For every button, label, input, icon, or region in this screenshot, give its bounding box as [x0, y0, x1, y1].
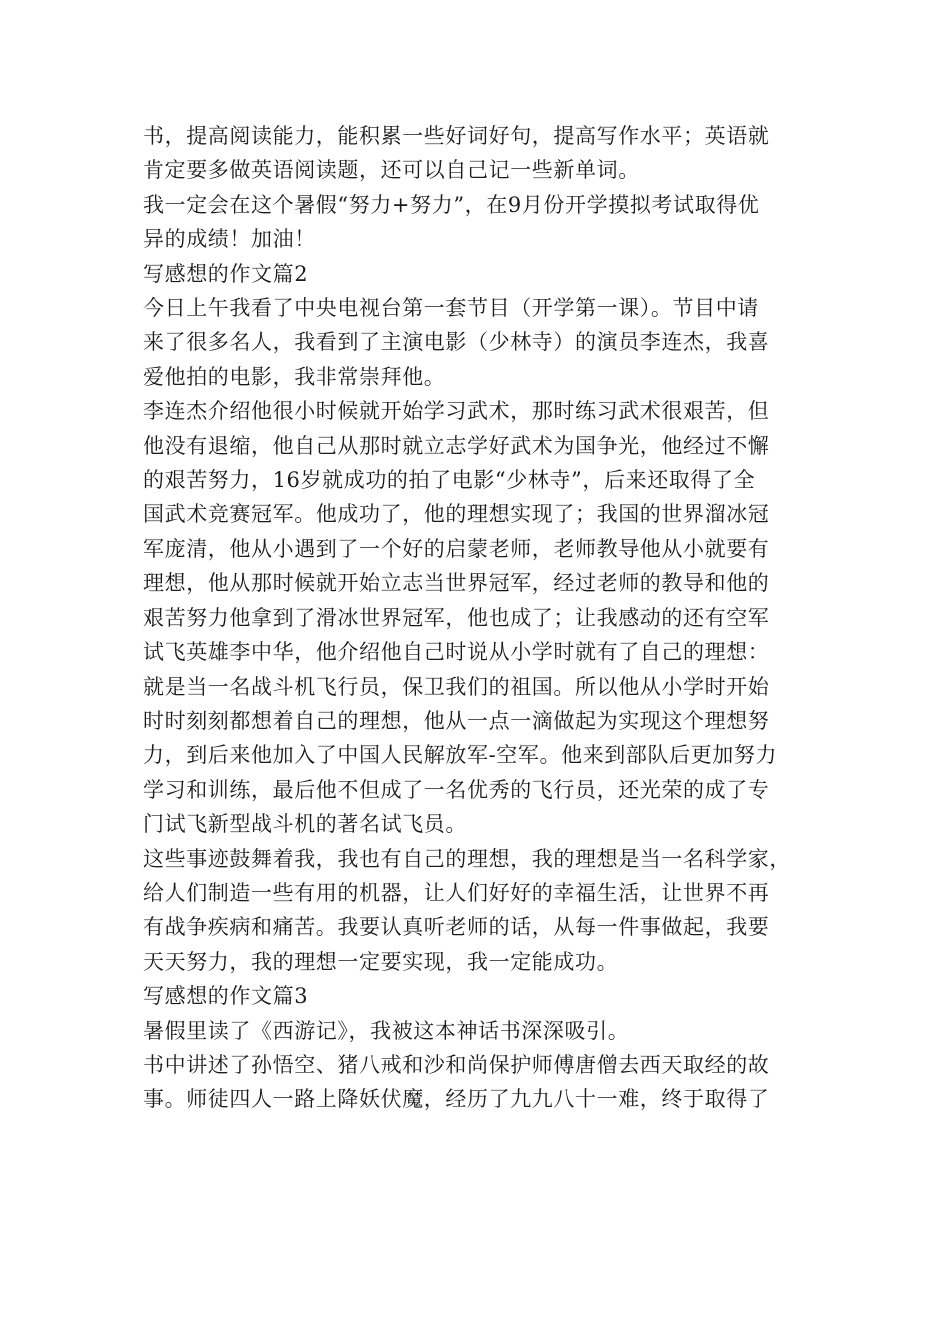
text-line: 天天努力，我的理想一定要实现，我一定能成功。 — [143, 949, 619, 974]
text-line: 书中讲述了孙悟空、猪八戒和沙和尚保护师傅唐僧去西天取经的故 — [143, 1052, 770, 1077]
text-line: 异的成绩！加油！ — [143, 227, 316, 252]
section-heading: 写感想的作文篇2 — [143, 261, 309, 286]
text-line: 给人们制造一些有用的机器，让人们好好的幸福生活，让世界不再 — [143, 880, 770, 905]
text-line: 艰苦努力他拿到了滑冰世界冠军，他也成了；让我感动的还有空军 — [143, 605, 770, 630]
text-line: 他没有退缩，他自己从那时就立志学好武术为国争光，他经过不懈 — [143, 433, 770, 458]
text-line: 来了很多名人，我看到了主演电影（少林寺）的演员李连杰，我喜 — [143, 330, 770, 355]
text-line: 的艰苦努力，16岁就成功的拍了电影“少林寺”，后来还取得了全 — [143, 468, 756, 493]
text-line: 有战争疾病和痛苦。我要认真听老师的话，从每一件事做起，我要 — [143, 915, 770, 940]
text-line: 书，提高阅读能力，能积累一些好词好句，提高写作水平；英语就 — [143, 124, 770, 148]
text-line: 学习和训练，最后他不但成了一名优秀的飞行员，还光荣的成了专 — [143, 777, 770, 802]
text-line: 时时刻刻都想着自己的理想，他从一点一滴做起为实现这个理想努 — [143, 708, 770, 733]
text-line: 今日上午我看了中央电视台第一套节目（开学第一课）。节目中请 — [143, 296, 759, 321]
text-line: 理想，他从那时候就开始立志当世界冠军，经过老师的教导和他的 — [143, 571, 770, 596]
section-heading: 写感想的作文篇3 — [143, 984, 309, 1009]
text-line: 我一定会在这个暑假“努力+努力”，在9月份开学摸拟考试取得优 — [143, 192, 760, 217]
text-line: 肯定要多做英语阅读题，还可以自己记一些新单词。 — [143, 158, 640, 183]
text-line: 事。师徒四人一路上降妖伏魔，经历了九九八十一难，终于取得了 — [143, 1087, 770, 1112]
text-line: 爱他拍的电影，我非常崇拜他。 — [143, 364, 446, 389]
text-line: 国武术竞赛冠军。他成功了，他的理想实现了；我国的世界溜冰冠 — [143, 502, 770, 527]
text-line: 门试飞新型战斗机的著名试飞员。 — [143, 812, 467, 837]
text-line: 力，到后来他加入了中国人民解放军-空军。他来到部队后更加努力 — [143, 743, 778, 768]
text-line: 这些事迹鼓舞着我，我也有自己的理想，我的理想是当一名科学家， — [143, 846, 791, 871]
text-line: 暑假里读了《西游记》，我被这本神话书深深吸引。 — [143, 1018, 630, 1043]
text-line: 李连杰介绍他很小时候就开始学习武术，那时练习武术很艰苦，但 — [143, 399, 770, 424]
text-line: 军庞清，他从小遇到了一个好的启蒙老师，老师教导他从小就要有 — [143, 536, 770, 561]
document-body — [143, 119, 833, 1117]
text-line: 就是当一名战斗机飞行员，保卫我们的祖国。所以他从小学时开始 — [143, 674, 770, 699]
text-line: 试飞英雄李中华，他介绍他自己时说从小学时就有了自己的理想： — [143, 640, 770, 665]
